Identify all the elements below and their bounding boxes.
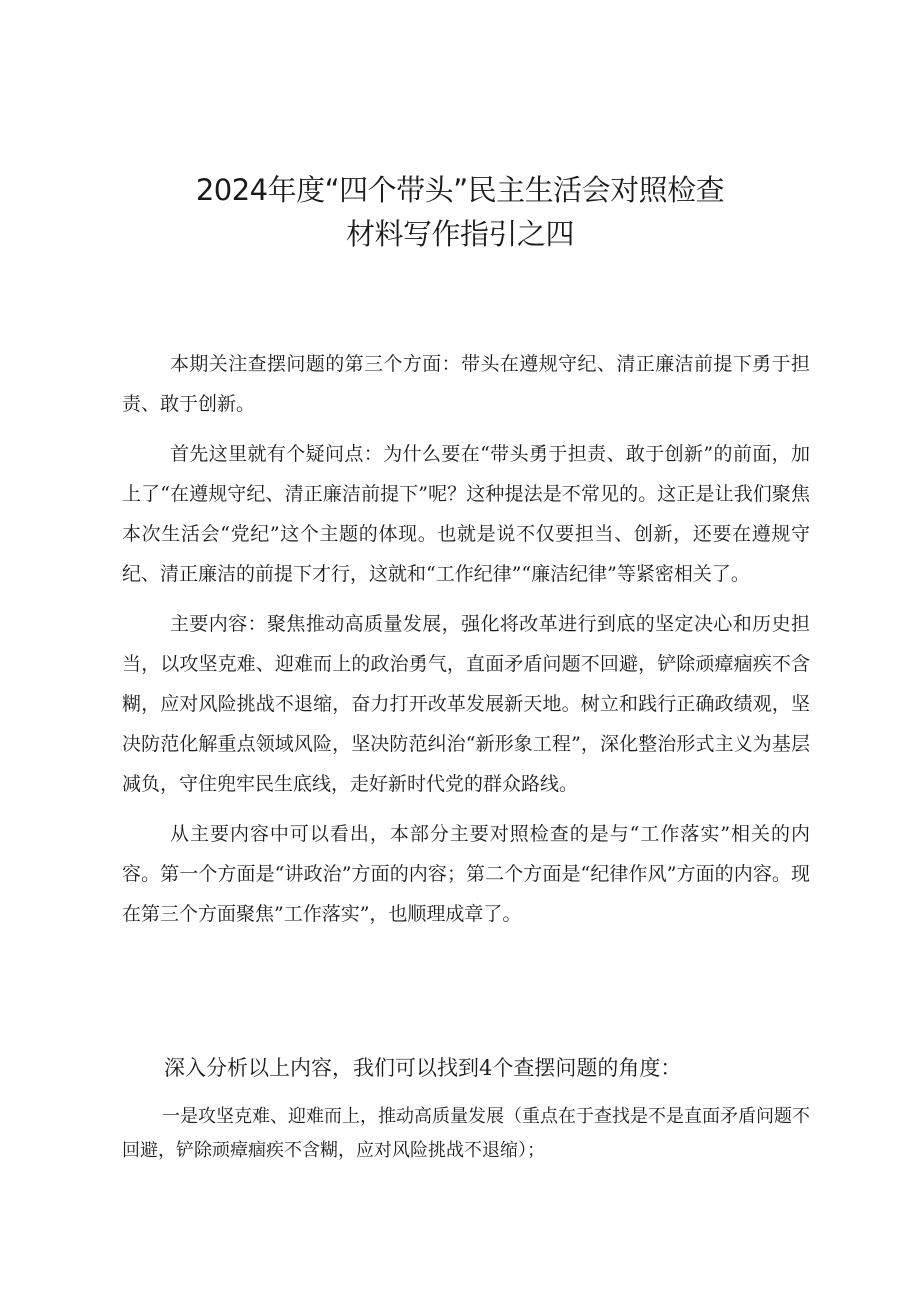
point-item-1: 一是攻坚克难、迎难而上，推动高质量发展（重点在于查找是不是直面矛盾问题不回避，铲除顽瘴痼疾不含糊，应对风险挑战不退缩）； <box>122 1106 810 1161</box>
paragraph-4: 从主要内容中可以看出，本部分主要对照检查的是与“工作落实”相关的内容。第一个方面是“讲政治”方面的内容；第二个方面是“纪律作风”方面的内容。现在第三个方面聚焦”工作落实”，也顺理成章了。 <box>122 823 810 925</box>
paragraph-1: 本期关注查摆问题的第三个方面：带头在遵规守纪、清正廉洁前提下勇于担责、敢于创新。 <box>122 353 810 415</box>
title-line-2: 材料写作指引之四 <box>345 217 574 251</box>
paragraph-3: 主要内容：聚焦推动高质量发展，强化将改革进行到底的坚定决心和历史担当，以攻坚克难、迎难而上的政治勇气，直面矛盾问题不回避，铲除顽瘴痼疾不含糊，应对风险挑战不退缩，奋力打开改革发展新天地。树立和践行正确政绩观，坚决防范化解重点领域风险，坚决防范纠治“新形象工程”，深化整治形式主义为基层减负，守住兜牢民生底线，走好新时代党的群众路线。 <box>122 613 810 795</box>
section-heading: 深入分析以上内容，我们可以找到4个查摆问题的角度： <box>164 1056 682 1080</box>
title-line-1: 2024年度“四个带头”民主生活会对照检查 <box>195 173 725 207</box>
document-title <box>0 168 920 256</box>
paragraph-2: 首先这里就有个疑问点：为什么要在“带头勇于担责、敢于创新”的前面，加上了“在遵规守纪、清正廉洁前提下”呢？这种提法是不常见的。这正是让我们聚焦本次生活会“党纪”这个主题的体现。也就是说不仅要担当、创新，还要在遵规守纪、清正廉洁的前提下才行，这就和“工作纪律”“廉洁纪律”等紧密相关了。 <box>122 443 810 585</box>
document-body <box>122 344 810 944</box>
